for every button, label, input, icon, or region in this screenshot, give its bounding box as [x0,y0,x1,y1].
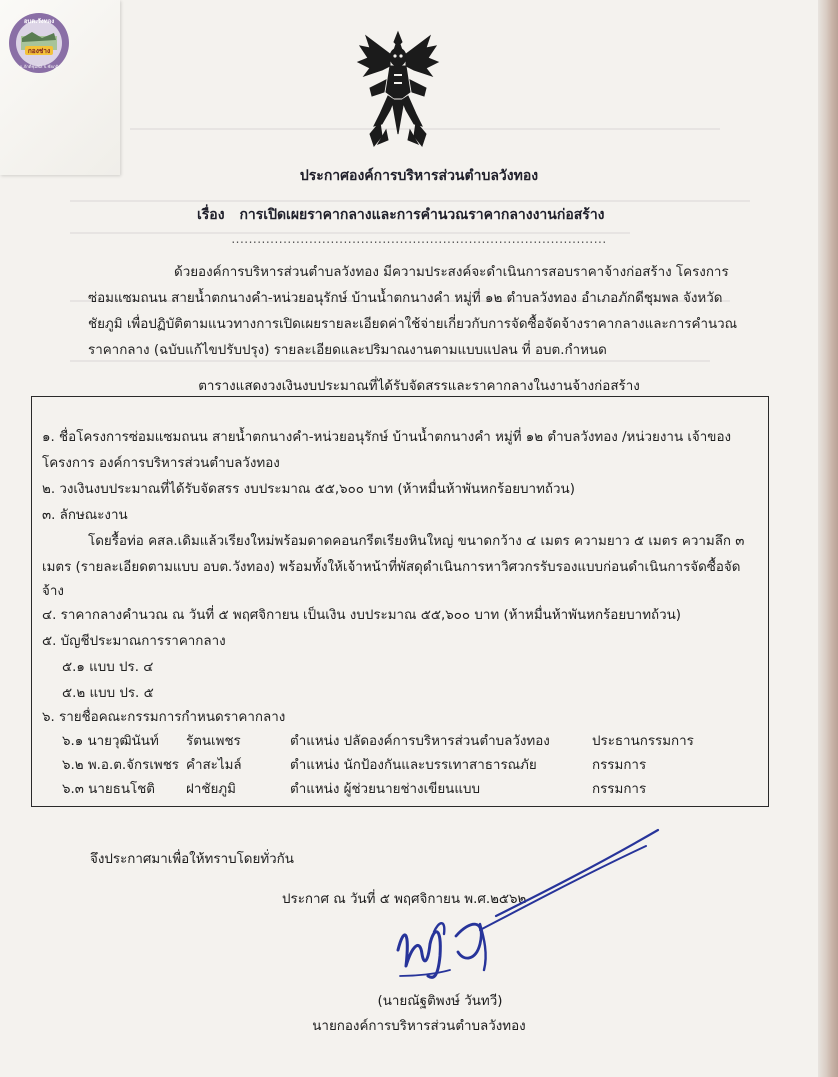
signer-name: (นายณัฐติพงษ์ วันทวี) [377,994,503,1009]
table-caption: ตารางแสดงวงเงินงบประมาณที่ได้รับจัดสรรและราคากลางในงานจ้างก่อสร้าง [198,379,640,394]
member-surname: รัตนเพชร [186,734,241,749]
estimate-form-item: ๕.๒ แบบ ปร. ๕ [62,686,154,701]
subject-label: เรื่อง [197,207,225,223]
subject-line [197,204,605,226]
member-role: ประธานกรรมการ [592,734,694,749]
announcement-date: ประกาศ ณ วันที่ ๕ พฤศจิกายน พ.ศ.๒๕๖๒ [282,892,527,907]
handwritten-signature [376,826,666,996]
work-description-line: โดยรื้อท่อ คสล.เดิมแล้วเรียงใหม่พร้อมดาดคอนกรีตเรียงหินใหญ่ ขนาดกว้าง ๔ เมตร ความยาว ๕ เมตร ความลึก ๓ [88,534,745,549]
seal-center-text: กองช่าง [27,47,51,55]
intro-paragraph [88,260,758,364]
member-name: ๖.๑ นายวุฒินันท์ [62,734,159,749]
subject-text: การเปิดเผยราคากลางและการคำนวณราคากลางงานก่อสร้าง [239,207,605,223]
seal-top-text: อบต.วังทอง [23,18,55,25]
intro-line: ด้วยองค์การบริหารส่วนตำบลวังทอง มีความประสงค์จะดำเนินการสอบราคาจ้างก่อสร้าง โครงการ [174,265,729,280]
member-role: กรรมการ [592,782,647,797]
median-price-line: ๔. ราคากลางคำนวณ ณ วันที่ ๕ พฤศจิกายน เป็นเงิน งบประมาณ ๕๕,๖๐๐ บาท (ห้าหมื่นห้าพันหกร้อยบาทถ้วน) [42,608,682,623]
committee-heading: ๖. รายชื่อคณะกรรมการกำหนดราคากลาง [42,710,286,725]
estimate-list-heading: ๕. บัญชีประมาณการราคากลาง [42,634,226,649]
member-role: กรรมการ [592,758,647,773]
project-owner-line: โครงการ องค์การบริหารส่วนตำบลวังทอง [42,456,280,471]
member-position: ตำแหน่ง ปลัดองค์การบริหารส่วนตำบลวังทอง [290,734,550,749]
member-name: ๖.๓ นายธนโชติ [62,782,155,797]
project-name-line: ๑. ชื่อโครงการซ่อมแซมถนน สายน้ำตกนางคำ-หน่วยอนุรักษ์ บ้านน้ำตกนางคำ หมู่ที่ ๑๒ ตำบลวังทอง /หน่วยงาน เจ้าของ [42,430,732,445]
office-seal-icon [8,12,70,74]
allocated-budget-line: ๒. วงเงินงบประมาณที่ได้รับจัดสรร งบประมาณ ๕๕,๖๐๐ บาท (ห้าหมื่นห้าพันหกร้อยบาทถ้วน) [42,482,575,497]
member-surname: คำสะไมล์ [186,758,242,773]
estimate-form-item: ๕.๑ แบบ ปร. ๔ [62,660,154,675]
member-surname: ฝาชัยภูมิ [186,782,236,797]
garuda-emblem-icon [356,30,440,148]
member-position: ตำแหน่ง นักป้องกันและบรรเทาสาธารณภัย [290,758,537,773]
member-position: ตำแหน่ง ผู้ช่วยนายช่างเขียนแบบ [290,782,480,797]
work-type-heading: ๓. ลักษณะงาน [42,508,128,523]
intro-line: ซ่อมแซมถนน สายน้ำตกนางคำ-หน่วยอนุรักษ์ บ้านน้ำตกนางคำ หมู่ที่ ๑๒ ตำบลวังทอง อำเภอภักดีชุมพล จังหวัด [88,291,723,306]
member-name: ๖.๒ พ.อ.ต.จักรเพชร [62,758,180,773]
seal-bottom-text: อ.ภักดีชุมพล จ.ชัยภูมิ [19,64,59,69]
signer-position: นายกองค์การบริหารส่วนตำบลวังทอง [312,1019,526,1034]
separator-dots: ....................................................................................... [231,232,607,246]
show-through-line [70,200,750,202]
intro-line: ชัยภูมิ เพื่อปฏิบัติตามแนวทางการเปิดเผยรายละเอียดค่าใช้จ่ายเกี่ยวกับการจัดซื้อจัดจ้างราคากลางและการคำนวณ [88,317,738,332]
intro-line: ราคากลาง (ฉบับแก้ไขปรับปรุง) รายละเอียดและปริมาณงานตามแบบแปลน ที่ อบต.กำหนด [88,343,607,358]
announcement-title: ประกาศองค์การบริหารส่วนตำบลวังทอง [299,168,539,184]
page-edge-shadow [818,0,838,1077]
work-description-line: จ้าง [42,584,64,599]
closing-statement: จึงประกาศมาเพื่อให้ทราบโดยทั่วกัน [90,852,294,867]
work-description-line: เมตร (รายละเอียดตามแบบ อบต.วังทอง) พร้อมทั้งให้เจ้าหน้าที่พัสดุดำเนินการหาวิศวกรรับรองแบบก่อนดำเนินการจัดซื้อจัด [42,560,741,575]
